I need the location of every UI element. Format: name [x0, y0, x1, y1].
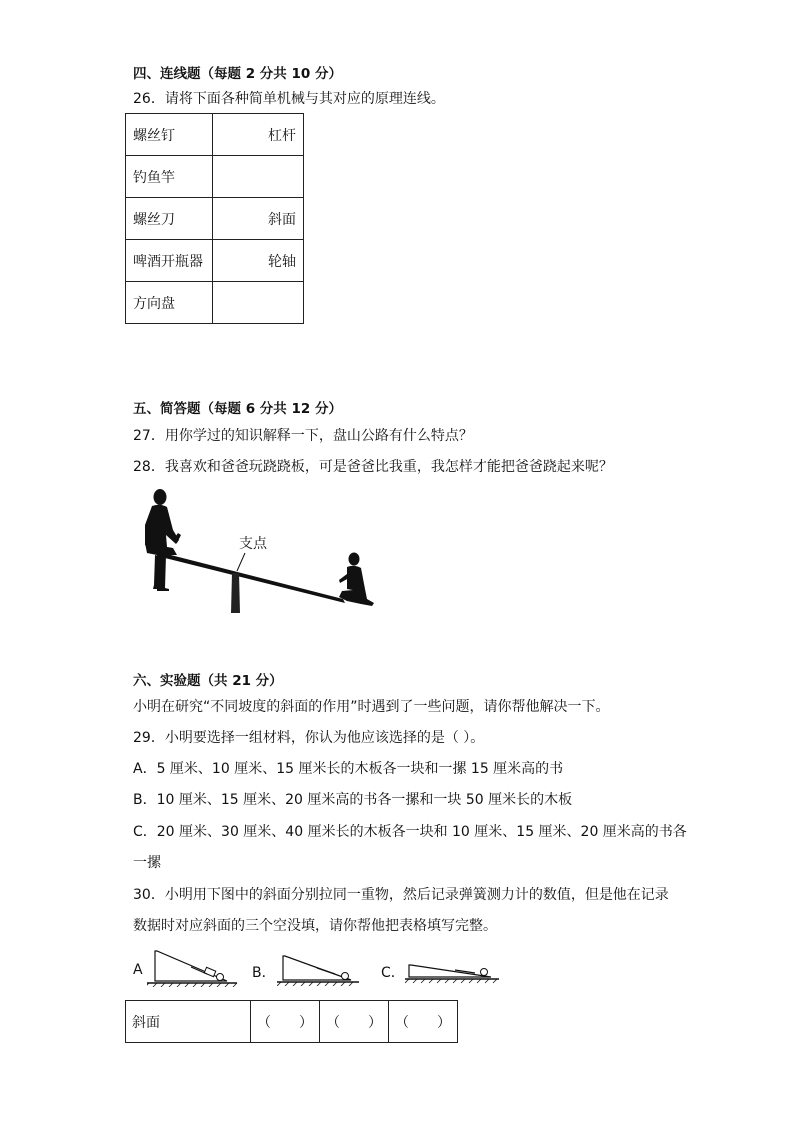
slope-blank-cell[interactable]: （ ） — [389, 1001, 458, 1043]
question-28: 28．我喜欢和爸爸玩跷跷板，可是爸爸比我重，我怎样才能把爸爸跷起来呢？ — [133, 459, 613, 475]
slope-blank-cell[interactable]: （ ） — [251, 1001, 320, 1043]
question-30: 30．小明用下图中的斜面分别拉同一重物，然后记录弹簧测力计的数值，但是他在记录 — [133, 887, 669, 903]
experiment-intro: 小明在研究“不同坡度的斜面的作用”时遇到了一些问题，请你帮他解决一下。 — [133, 699, 610, 715]
slope-table — [125, 1000, 458, 1043]
machine-cell: 螺丝钉 — [126, 114, 213, 156]
table-row — [126, 1001, 458, 1043]
section5-heading: 五、简答题（每题 6 分共 12 分） — [133, 401, 342, 417]
section4-heading: 四、连线题（每题 2 分共 10 分） — [133, 66, 342, 82]
seesaw-illustration — [133, 485, 393, 620]
option-c-continued: 一摞 — [133, 855, 161, 871]
machine-cell: 钓鱼竿 — [126, 156, 213, 198]
table-row — [126, 198, 304, 240]
incline-a-label: A — [133, 962, 143, 978]
incline-c-figure — [405, 955, 501, 985]
section6-heading: 六、实验题（共 21 分） — [133, 673, 283, 689]
table-row — [126, 240, 304, 282]
question-26: 26．请将下面各种简单机械与其对应的原理连线。 — [133, 91, 445, 107]
seesaw-board — [159, 552, 345, 603]
option-c: C．20 厘米、30 厘米、40 厘米长的木板各一块和 10 厘米、15 厘米、20 厘米高的书各 — [133, 824, 687, 840]
principle-cell — [213, 156, 304, 198]
fulcrum-label: 支点 — [239, 536, 267, 552]
question-29: 29．小明要选择一组材料，你认为他应该选择的是（ ）。 — [133, 730, 485, 746]
incline-b-figure — [277, 950, 361, 986]
child-silhouette — [339, 553, 374, 607]
option-b: B．10 厘米、15 厘米、20 厘米高的书各一摞和一块 50 厘米长的木板 — [133, 792, 573, 808]
principle-cell: 轮轴 — [213, 240, 304, 282]
machine-cell: 啤酒开瓶器 — [126, 240, 213, 282]
incline-c-label: C． — [381, 965, 405, 981]
principle-cell: 杠杆 — [213, 114, 304, 156]
fulcrum-post — [231, 573, 240, 613]
slope-header-cell: 斜面 — [126, 1001, 251, 1043]
principle-cell: 斜面 — [213, 198, 304, 240]
table-row — [126, 282, 304, 324]
table-row — [126, 156, 304, 198]
option-a: A．5 厘米、10 厘米、15 厘米长的木板各一块和一摞 15 厘米高的书 — [133, 761, 564, 777]
incline-a-figure — [147, 945, 239, 987]
fulcrum-arrow — [237, 553, 245, 571]
incline-b-label: B． — [252, 965, 276, 981]
table-row — [126, 114, 304, 156]
slope-blank-cell[interactable]: （ ） — [320, 1001, 389, 1043]
principle-cell — [213, 282, 304, 324]
father-silhouette — [145, 489, 181, 591]
machine-cell: 螺丝刀 — [126, 198, 213, 240]
question-30-continued: 数据时对应斜面的三个空没填，请你帮他把表格填写完整。 — [133, 918, 497, 934]
matching-table — [125, 113, 304, 324]
machine-cell: 方向盘 — [126, 282, 213, 324]
question-27: 27．用你学过的知识解释一下，盘山公路有什么特点？ — [133, 428, 473, 444]
